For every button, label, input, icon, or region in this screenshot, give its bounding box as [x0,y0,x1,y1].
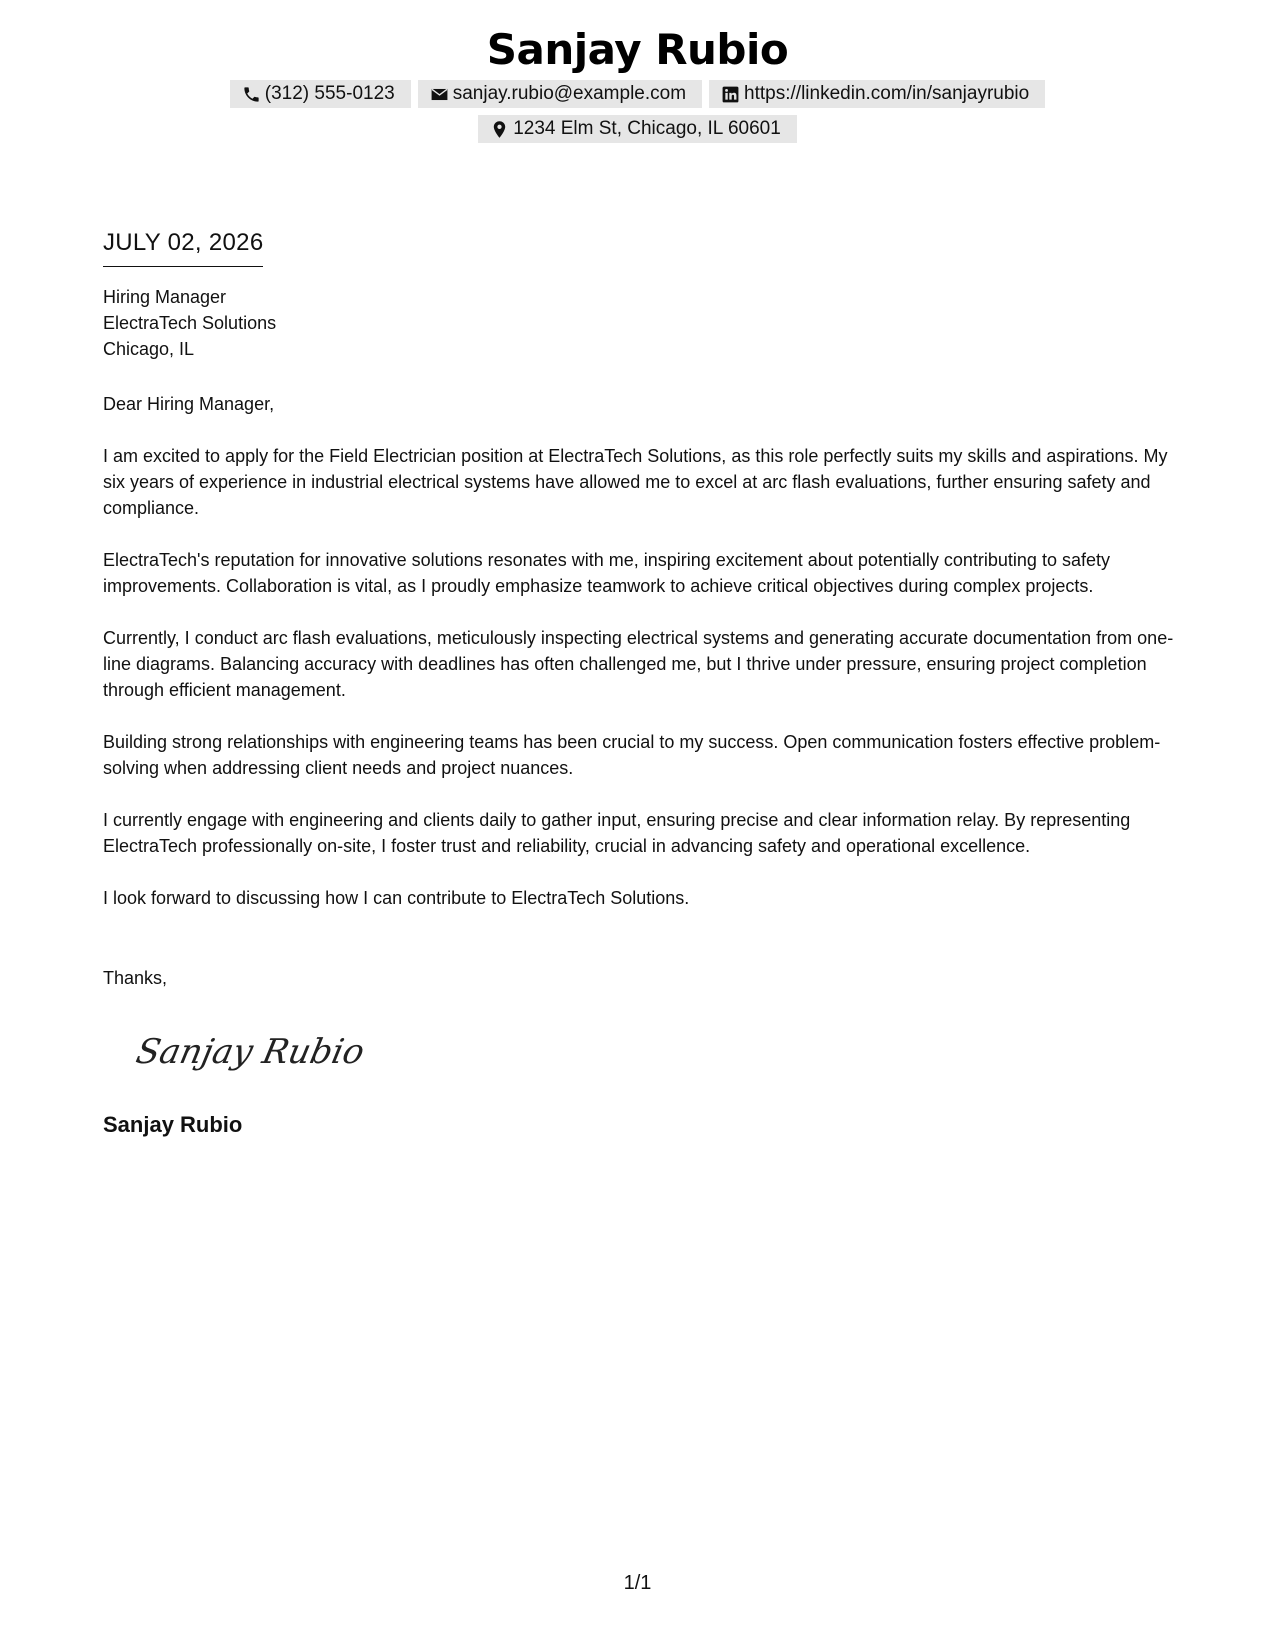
recipient-block [103,284,1183,362]
contact-row [0,80,1275,108]
paragraph: I am excited to apply for the Field Electrician position at ElectraTech Solutions, as this role perfectly suits my skills and aspirations. My six years of experience in industrial electrical systems have allowed me to excel at arc flash evaluations, further ensuring safety and compliance. [103,446,1168,518]
envelope-icon [430,85,449,104]
linkedin-chip[interactable] [709,80,1045,108]
email-chip[interactable] [418,80,702,108]
page-number: 1/1 [623,1572,652,1594]
address-text: 1234 Elm St, Chicago, IL 60601 [513,118,781,139]
phone-chip[interactable] [230,80,411,108]
paragraph: I look forward to discussing how I can contribute to ElectraTech Solutions. [103,888,690,908]
address-row [0,115,1275,143]
map-pin-icon [490,120,509,139]
recipient-title: Hiring Manager [103,287,227,307]
signed-name: Sanjay Rubio [103,1112,243,1137]
paragraph: Building strong relationships with engineering teams has been crucial to my success. Open communication fosters effective problem-solving when addressing client needs and project nuances. [103,732,1161,778]
phone-icon [242,85,261,104]
handwritten-signature [131,1023,391,1081]
recipient-company: ElectraTech Solutions [103,313,277,333]
letter-date: JULY 02, 2026 [103,226,263,267]
letter-body [103,226,1183,1140]
paragraph: ElectraTech's reputation for innovative solutions resonates with me, inspiring excitement about potentially contributing to safety improvements. Collaboration is vital, as I proudly emphasize teamwork to achieve critical objectives during complex projects. [103,550,1110,596]
signature-text: Sanjay Rubio [132,1032,368,1072]
linkedin-text: https://linkedin.com/in/sanjayrubio [744,83,1030,104]
salutation: Dear Hiring Manager, [103,394,275,414]
applicant-name: Sanjay Rubio [486,25,789,74]
address-chip [478,115,797,143]
paragraph: I currently engage with engineering and clients daily to gather input, ensuring precise and clear information relay. By representing ElectraTech professionally on-site, I foster trust and reliability, crucial in advancing safety and operational excellence. [103,810,1131,856]
email-text: sanjay.rubio@example.com [452,83,687,104]
phone-text: (312) 555-0123 [264,83,395,104]
linkedin-icon [721,85,740,104]
paragraph: Currently, I conduct arc flash evaluations, meticulously inspecting electrical systems and generating accurate documentation from one-line diagrams. Balancing accuracy with deadlines has often challenged me, but I thrive under pressure, ensuring project completion through efficient management. [103,628,1174,700]
closing: Thanks, [103,968,168,988]
recipient-location: Chicago, IL [103,339,195,359]
